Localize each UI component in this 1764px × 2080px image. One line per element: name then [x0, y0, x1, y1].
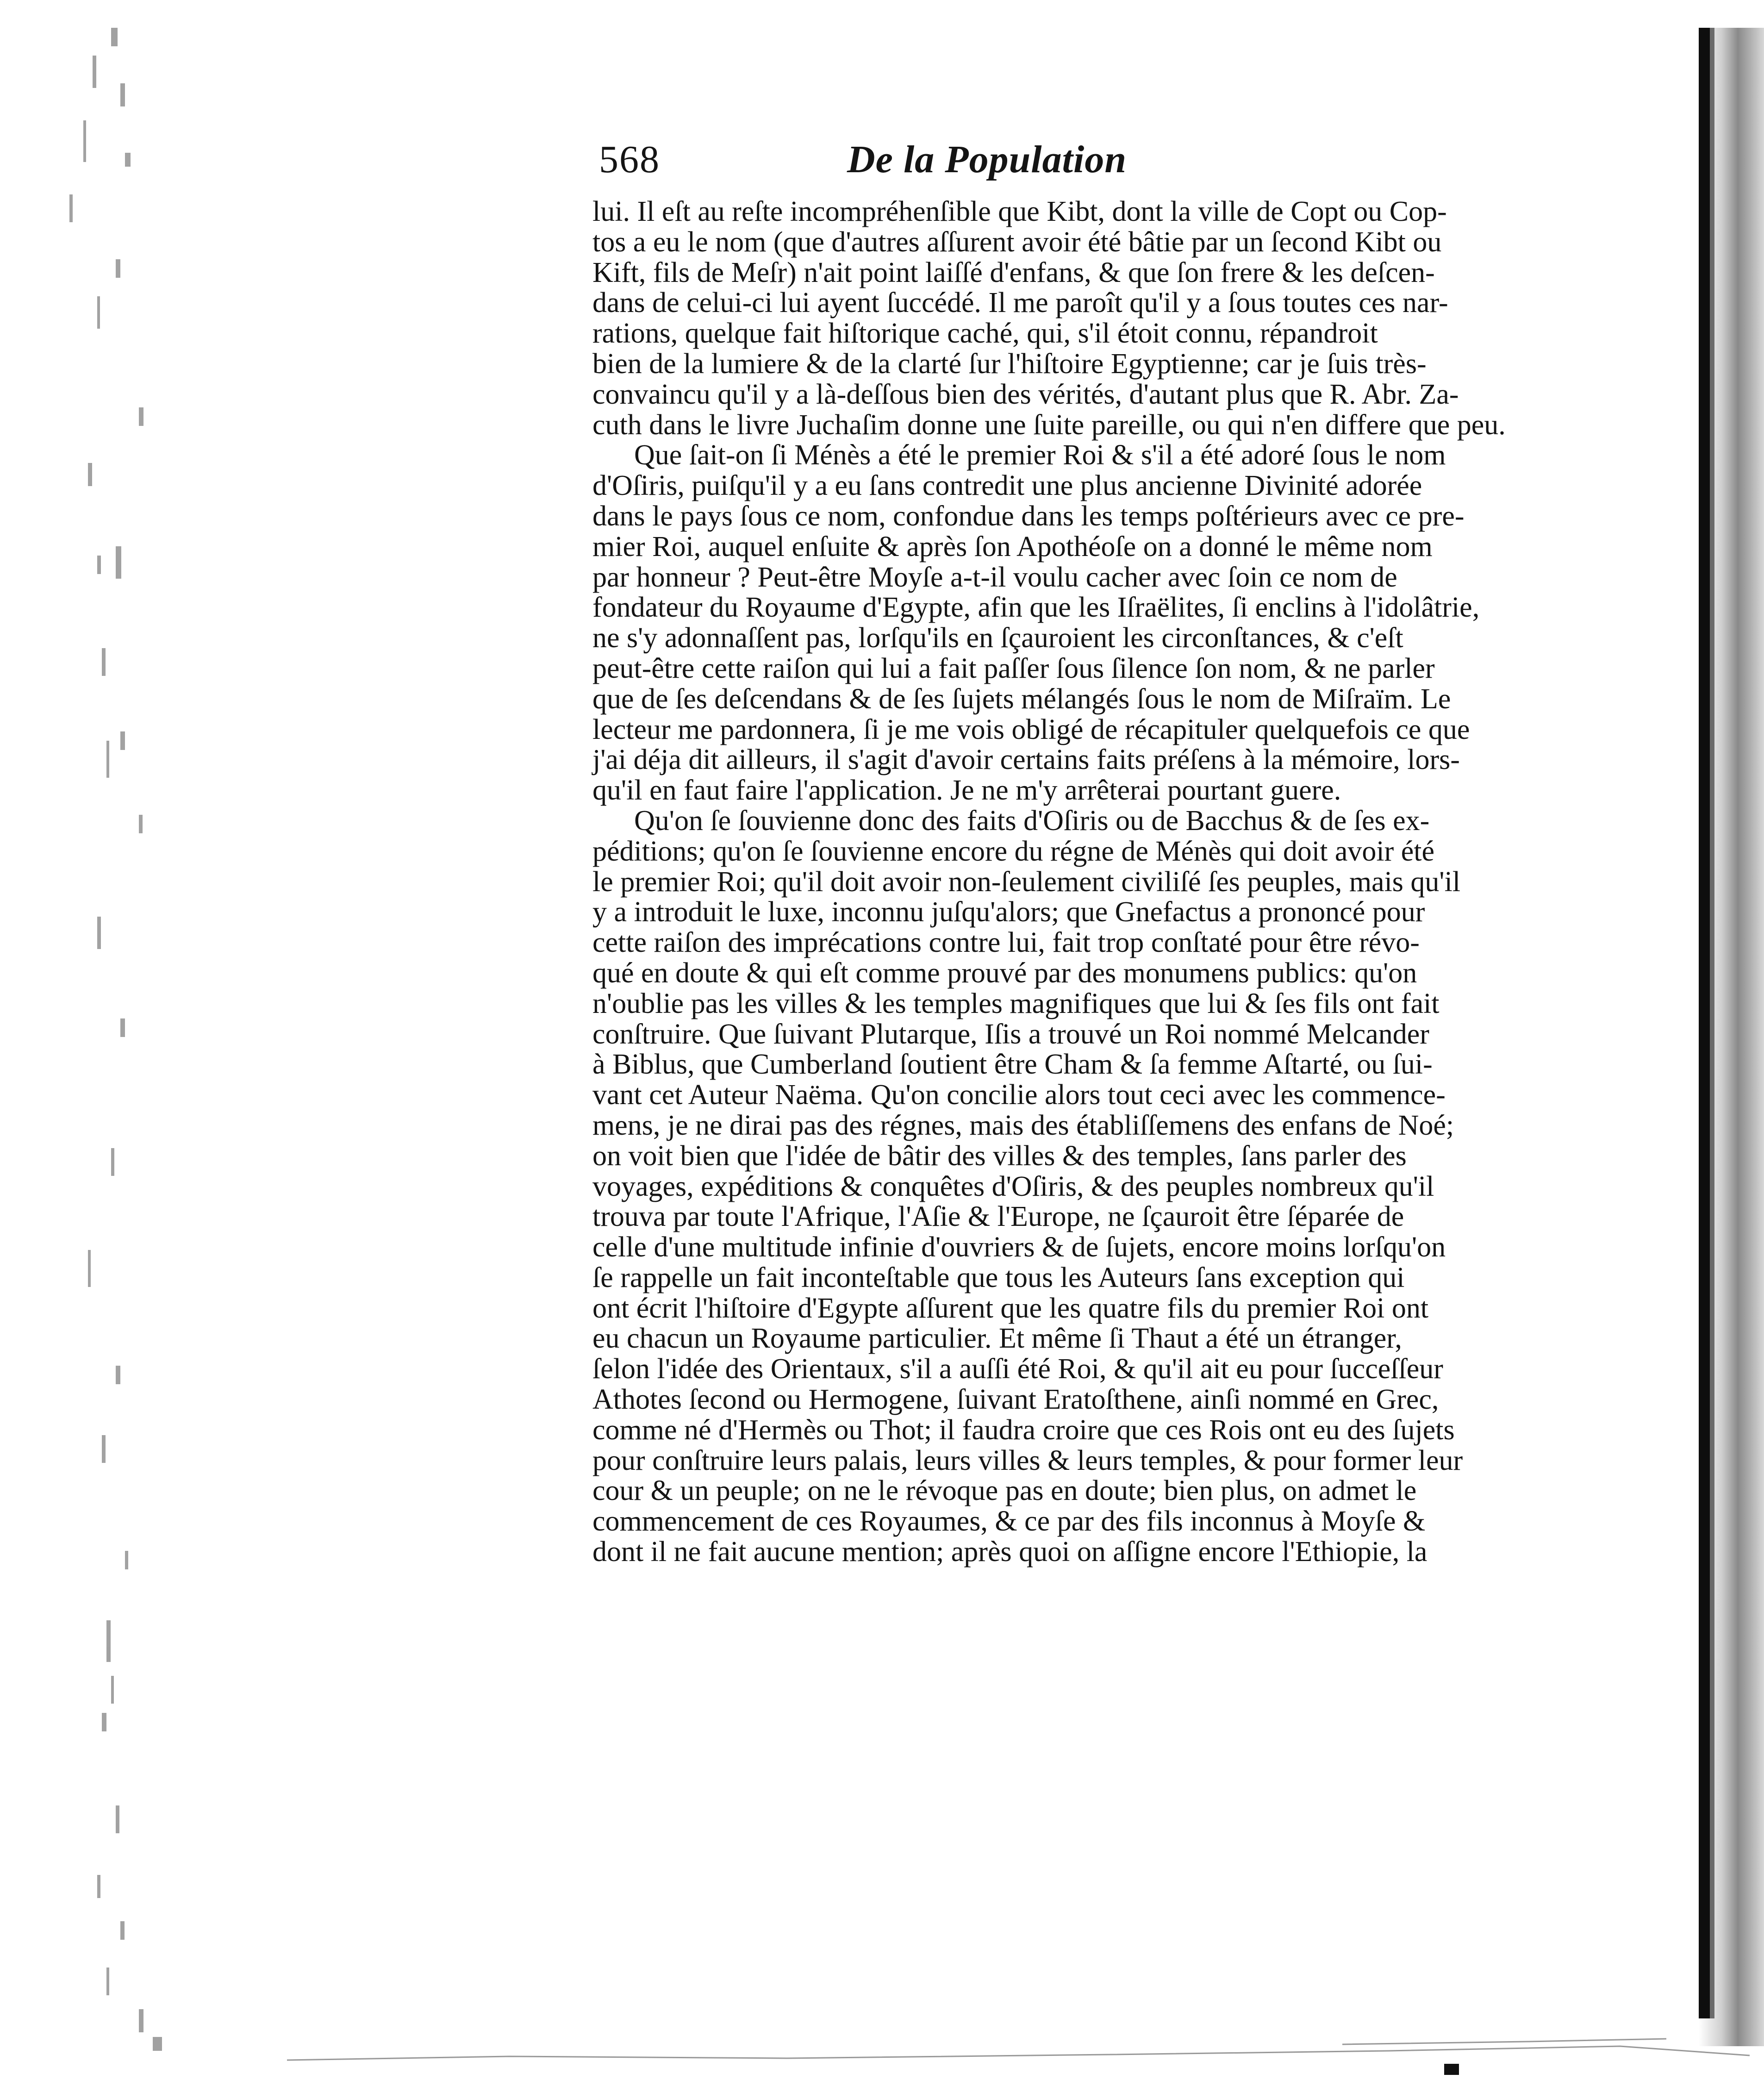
text-line: peut-être cette raiſon qui lui a fait paſſer ſous ſilence ſon nom, & ne parler [592, 652, 1435, 684]
bottom-edge-noise [0, 2028, 1764, 2080]
text-line: tos a eu le nom (que d'autres aſſurent avoir été bâtie par un ſecond Kibt ou [592, 226, 1442, 258]
page-edge-shadow [1671, 0, 1764, 2080]
text-line: celle d'une multitude infinie d'ouvriers & de ſujets, encore moins lorſqu'on [592, 1231, 1446, 1263]
text-line: lecteur me pardonnera, ſi je me vois obligé de récapituler quelquefois ce que [592, 713, 1470, 745]
text-line: mens, je ne dirai pas des régnes, mais des établiſſemens des enfans de Noé; [592, 1109, 1454, 1141]
scan-margin-noise [0, 0, 194, 2080]
text-line: fondateur du Royaume d'Egypte, afin que les Iſraëlites, ſi enclins à l'idolâtrie, [592, 592, 1480, 624]
text-line: j'ai déja dit ailleurs, il s'agit d'avoir certains faits préſens à la mémoire, lors- [592, 744, 1460, 776]
text-line: ne s'y adonnaſſent pas, lorſqu'ils en ſçauroient les circonſtances, & c'eſt [592, 622, 1403, 654]
text-line: à Biblus, que Cumberland ſoutient être Cham & ſa femme Aſtarté, ou ſui- [592, 1049, 1433, 1081]
text-line: dans le pays ſous ce nom, confondue dans les temps poſtérieurs avec ce pre- [592, 500, 1465, 532]
body-text [592, 196, 1506, 1568]
text-line: vant cet Auteur Naëma. Qu'on concilie alors tout ceci avec les commence- [592, 1079, 1446, 1111]
running-title: De la Population [847, 138, 1127, 181]
text-line: dont il ne fait aucune mention; après quoi on aſſigne encore l'Ethiopie, la [592, 1536, 1427, 1568]
text-line: comme né d'Hermès ou Thot; il faudra croire que ces Rois ont eu des ſujets [592, 1414, 1455, 1446]
text-line: mier Roi, auquel enſuite & après ſon Apothéoſe on a donné le même nom [592, 531, 1433, 562]
text-line: qué en doute & qui eſt comme prouvé par des monumens publics: qu'on [592, 957, 1417, 989]
text-line: cuth dans le livre Juchaſim donne une ſuite pareille, ou qui n'en differe que peu. [592, 409, 1506, 441]
text-line: rations, quelque fait hiſtorique caché, qui, s'il étoit connu, répandroit [592, 318, 1378, 350]
text-line: cour & un peuple; on ne le révoque pas en doute; bien plus, on admet le [592, 1475, 1417, 1507]
text-line: ont écrit l'hiſtoire d'Egypte aſſurent que les quatre fils du premier Roi ont [592, 1292, 1429, 1324]
text-line: voyages, expéditions & conquêtes d'Oſiris, & des peuples nombreux qu'il [592, 1170, 1434, 1202]
text-line: Athotes ſecond ou Hermogene, ſuivant Eratoſthene, ainſi nommé en Grec, [592, 1384, 1439, 1416]
text-line: cette raiſon des imprécations contre lui, fait trop conſtaté pour être révo- [592, 927, 1420, 959]
text-line: bien de la lumiere & de la clarté ſur l'hiſtoire Egyptienne; car je ſuis très- [592, 348, 1427, 380]
text-line: Kift, fils de Meſr) n'ait point laiſſé d'enfans, & que ſon frere & les deſcen- [592, 256, 1435, 288]
text-line: le premier Roi; qu'il doit avoir non-ſeulement civiliſé ſes peuples, mais qu'il [592, 866, 1461, 898]
text-line: ſe rappelle un fait inconteſtable que tous les Auteurs ſans exception qui [592, 1262, 1405, 1293]
page-number: 568 [599, 138, 660, 181]
text-line: convaincu qu'il y a là-deſſous bien des vérités, d'autant plus que R. Abr. Za- [592, 378, 1459, 410]
text-line: par honneur ? Peut-être Moyſe a-t-il voulu cacher avec ſoin ce nom de [592, 561, 1397, 593]
paragraph-start-line: Qu'on ſe ſouvienne donc des faits d'Oſiris ou de Bacchus & de ſes ex- [634, 805, 1430, 837]
text-line: on voit bien que l'idée de bâtir des villes & des temples, ſans parler des [592, 1140, 1407, 1172]
text-line: conſtruire. Que ſuivant Plutarque, Iſis a trouvé un Roi nommé Melcander [592, 1018, 1429, 1050]
text-line: lui. Il eſt au reſte incompréhenſible que Kibt, dont la ville de Copt ou Cop- [592, 196, 1447, 227]
text-line: dans de celui-ci lui ayent ſuccédé. Il me paroît qu'il y a ſous toutes ces nar- [592, 287, 1448, 319]
text-line: n'oublie pas les villes & les temples magnifiques que lui & ſes fils ont fait [592, 987, 1440, 1019]
text-line: que de ſes deſcendans & de ſes ſujets mélangés ſous le nom de Miſraïm. Le [592, 683, 1451, 715]
page-header [592, 135, 1222, 186]
text-line: d'Oſiris, puiſqu'il y a eu ſans contredit une plus ancienne Divinité adorée [592, 470, 1422, 502]
text-line: pour conſtruire leurs palais, leurs villes & leurs temples, & pour former leur [592, 1444, 1463, 1476]
text-line: commencement de ces Royaumes, & ce par des fils inconnus à Moyſe & [592, 1505, 1426, 1537]
paragraph-start-line: Que ſait-on ſi Ménès a été le premier Roi & s'il a été adoré ſous le nom [634, 439, 1446, 471]
text-line: y a introduit le luxe, inconnu juſqu'alors; que Gnefactus a prononcé pour [592, 896, 1425, 928]
text-line: qu'il en faut faire l'application. Je ne m'y arrêterai pourtant guere. [592, 775, 1341, 806]
text-line: ſelon l'idée des Orientaux, s'il a auſſi été Roi, & qu'il ait eu pour ſucceſſeur [592, 1353, 1443, 1385]
text-line: péditions; qu'on ſe ſouvienne encore du régne de Ménès qui doit avoir été [592, 835, 1434, 867]
text-line: eu chacun un Royaume particulier. Et même ſi Thaut a été un étranger, [592, 1323, 1402, 1355]
text-line: trouva par toute l'Afrique, l'Aſie & l'Europe, ne ſçauroit être ſéparée de [592, 1201, 1404, 1233]
